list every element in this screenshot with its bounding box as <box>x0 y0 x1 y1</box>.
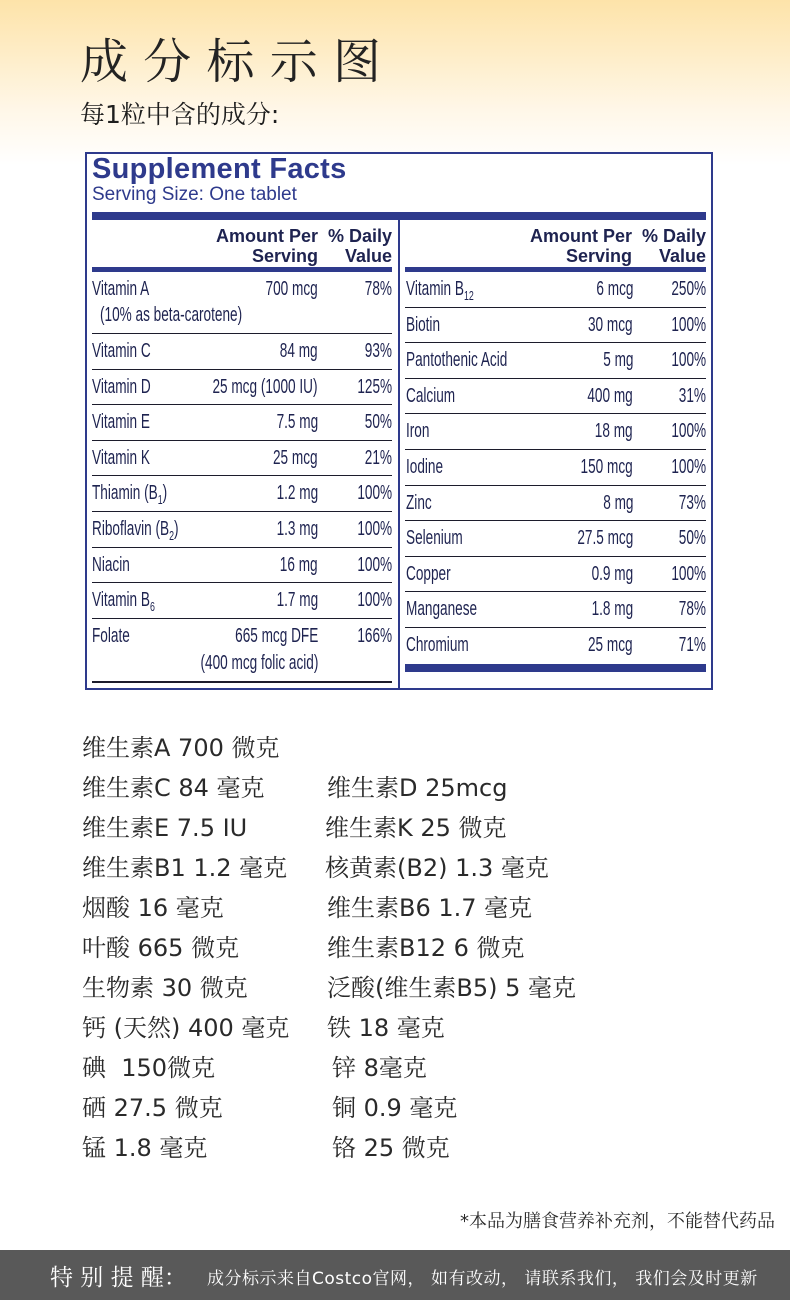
list-item <box>0 813 790 843</box>
nutrient-amount: 8 mg <box>602 491 633 514</box>
ingredient-right: 铁 18 毫克 <box>327 1014 445 1042</box>
reminder-label: 特 别 提 醒： <box>50 1265 187 1291</box>
nutrient-amount: 700 mcg <box>265 278 318 300</box>
right-nutrient-rows <box>405 272 706 664</box>
daily-value: 100% <box>671 455 706 478</box>
ingredient-left: 硒 27.5 微克 <box>82 1094 223 1122</box>
nutrient-name-suffix: ) <box>174 517 179 540</box>
nutrient-row-riboflavin <box>92 512 392 548</box>
nutrient-amount: 25 mcg <box>273 446 318 469</box>
ingredient-left: 烟酸 16 毫克 <box>82 894 224 922</box>
ingredient-left: 维生素C 84 毫克 <box>82 774 265 802</box>
nutrient-amount: 1.3 mg <box>276 517 318 540</box>
nutrient-name <box>92 588 155 614</box>
nutrient-name: Calcium <box>406 384 456 407</box>
ingredient-left: 维生素A 700 微克 <box>82 734 280 762</box>
nutrient-amount: 400 mg <box>587 384 633 407</box>
nutrient-name <box>92 481 167 507</box>
ingredient-right: 锌 8毫克 <box>332 1054 427 1082</box>
daily-value: 100% <box>357 482 392 505</box>
dv-header-line1: % Daily <box>641 226 706 246</box>
ingredient-right: 泛酸(维生素B5) 5 毫克 <box>327 974 576 1002</box>
nutrient-amount: 6 mcg <box>595 278 633 300</box>
nutrient-row-vitamin-d <box>92 370 392 406</box>
nutrient-row-vitamin-b6 <box>92 583 392 619</box>
reminder-text: 成分标示来自Costco官网， 如有改动， 请联系我们， 我们会及时更新 <box>207 1269 758 1289</box>
ingredient-right: 铬 25 微克 <box>332 1134 450 1162</box>
nutrient-name-text: Vitamin B <box>406 278 464 300</box>
nutrient-name: Niacin <box>92 553 130 576</box>
nutrient-amount: 7.5 mg <box>276 411 318 434</box>
dv-header-line1: % Daily <box>327 226 392 246</box>
nutrient-amount: 1.8 mg <box>591 598 633 621</box>
ingredient-left: 维生素E 7.5 IU <box>82 814 248 842</box>
daily-value-header <box>642 226 706 266</box>
supplement-facts-panel <box>85 152 713 690</box>
supplement-facts-title: Supplement Facts <box>92 153 347 185</box>
list-item <box>0 773 790 803</box>
daily-value: 21% <box>364 446 392 469</box>
list-item <box>0 733 790 763</box>
page-title: 成 分 标 示 图 <box>80 34 382 90</box>
nutrient-row-thiamin <box>92 476 392 512</box>
nutrient-name-text: Vitamin B <box>92 589 150 612</box>
daily-value: 50% <box>364 411 392 434</box>
nutrient-name-subscript: 1 <box>157 492 163 508</box>
nutrient-row-vitamin-b12 <box>405 272 706 308</box>
nutrient-name <box>406 277 474 303</box>
nutrient-name: Iron <box>406 420 430 443</box>
nutrient-row-chromium <box>405 628 706 664</box>
list-item <box>0 893 790 923</box>
daily-value: 78% <box>364 278 392 300</box>
nutrient-row-niacin <box>92 548 392 584</box>
list-item <box>0 1013 790 1043</box>
nutrient-amount: 16 mg <box>280 553 318 576</box>
ingredient-left: 锰 1.8 毫克 <box>82 1134 208 1162</box>
nutrient-amount: 27.5 mcg <box>577 527 633 550</box>
nutrient-name-subscript: 6 <box>149 599 155 615</box>
list-item <box>0 1093 790 1123</box>
ingredient-left: 钙 (天然) 400 毫克 <box>82 1014 290 1042</box>
ingredient-right: 铜 0.9 毫克 <box>332 1094 458 1122</box>
nutrient-amount: 25 mcg (1000 IU) <box>212 375 318 398</box>
nutrient-name: Vitamin E <box>92 411 150 434</box>
nutrient-name: Vitamin D <box>92 375 151 398</box>
nutrient-row-iron <box>405 414 706 450</box>
nutrient-row-zinc <box>405 486 706 522</box>
daily-value: 78% <box>678 598 706 621</box>
bottom-reminder-bar <box>0 1250 790 1300</box>
nutrient-amount: 1.7 mg <box>276 589 318 612</box>
ingredient-right: 维生素K 25 微克 <box>325 814 507 842</box>
facts-left-column <box>92 220 392 688</box>
nutrient-name-text: Thiamin (B <box>92 482 158 505</box>
nutrient-row-vitamin-a <box>92 272 392 334</box>
daily-value: 100% <box>671 562 706 585</box>
list-item <box>0 1133 790 1163</box>
nutrient-row-manganese <box>405 592 706 628</box>
daily-value: 100% <box>357 517 392 540</box>
nutrient-amount: 5 mg <box>602 349 633 372</box>
nutrient-name: Chromium <box>406 633 469 656</box>
nutrient-name-subscript: 12 <box>463 288 474 303</box>
nutrient-amount: 1.2 mg <box>276 482 318 505</box>
serving-size: Serving Size: One tablet <box>92 184 297 205</box>
nutrient-row-folate <box>92 619 392 683</box>
column-divider <box>398 220 400 688</box>
ingredient-right: 核黄素(B2) 1.3 毫克 <box>325 854 549 882</box>
chinese-ingredient-list <box>0 733 790 1173</box>
list-item <box>0 853 790 883</box>
dv-header-line2: Value <box>658 246 706 266</box>
daily-value: 31% <box>678 384 706 407</box>
nutrient-name: Vitamin C <box>92 340 151 362</box>
nutrient-amount: 150 mcg <box>580 455 633 478</box>
nutrient-note: (10% as beta-carotene) <box>100 304 243 326</box>
daily-value: 50% <box>678 527 706 550</box>
nutrient-row-vitamin-c <box>92 334 392 370</box>
nutrient-name: Vitamin A <box>92 278 150 300</box>
ingredient-left: 碘 150微克 <box>82 1054 216 1082</box>
facts-right-column <box>405 220 706 688</box>
ingredient-right: 维生素B6 1.7 毫克 <box>327 894 533 922</box>
nutrient-row-vitamin-e <box>92 405 392 441</box>
amount-header-line2: Serving <box>565 246 632 266</box>
nutrient-name <box>92 517 179 543</box>
nutrient-name-suffix: ) <box>162 482 168 505</box>
nutrient-row-calcium <box>405 379 706 415</box>
nutrient-name: Folate <box>92 624 130 647</box>
nutrient-amount: 84 mg <box>280 340 318 362</box>
amount-per-serving-header <box>530 226 632 266</box>
page-subtitle: 每1粒中含的成分: <box>80 100 280 129</box>
list-item <box>0 1053 790 1083</box>
daily-value: 100% <box>671 313 706 336</box>
left-nutrient-rows <box>92 272 392 683</box>
nutrient-row-selenium <box>405 521 706 557</box>
nutrient-amount: 665 mcg DFE <box>234 624 318 647</box>
ingredient-right: 维生素B12 6 微克 <box>327 934 525 962</box>
nutrient-name: Copper <box>406 562 451 585</box>
nutrient-name: Selenium <box>406 527 463 550</box>
nutrient-name: Zinc <box>406 491 432 514</box>
nutrient-name-subscript: 2 <box>169 527 175 543</box>
daily-value: 100% <box>671 349 706 372</box>
nutrient-row-pantothenic-acid <box>405 343 706 379</box>
amount-per-serving-header <box>216 226 318 266</box>
footnote: *本品为膳食营养补充剂，不能替代药品 <box>460 1211 775 1232</box>
daily-value: 100% <box>357 589 392 612</box>
nutrient-amount: 0.9 mg <box>591 562 633 585</box>
ingredient-left: 叶酸 665 微克 <box>82 934 240 962</box>
nutrient-amount-note: (400 mcg folic acid) <box>200 651 318 674</box>
nutrient-row-copper <box>405 557 706 593</box>
thick-divider-bar <box>92 212 706 220</box>
daily-value: 71% <box>678 633 706 656</box>
nutrient-name: Pantothenic Acid <box>406 349 508 372</box>
nutrient-name: Vitamin K <box>92 446 150 469</box>
daily-value: 100% <box>671 420 706 443</box>
nutrient-row-vitamin-k <box>92 441 392 477</box>
amount-header-line1: Amount Per <box>215 226 318 246</box>
nutrient-amount: 30 mcg <box>588 313 633 336</box>
daily-value-header <box>328 226 392 266</box>
ingredient-left: 维生素B1 1.2 毫克 <box>82 854 288 882</box>
dv-header-line2: Value <box>344 246 392 266</box>
daily-value: 100% <box>357 553 392 576</box>
list-item <box>0 933 790 963</box>
daily-value: 125% <box>357 375 392 398</box>
nutrient-name: Manganese <box>406 598 478 621</box>
nutrient-amount: 18 mg <box>595 420 633 443</box>
nutrient-name-text: Riboflavin (B <box>92 517 170 540</box>
nutrient-name: Iodine <box>406 455 444 478</box>
bottom-thick-bar <box>405 664 706 672</box>
nutrient-name: Biotin <box>406 313 441 336</box>
daily-value: 73% <box>678 491 706 514</box>
amount-header-line2: Serving <box>251 246 318 266</box>
nutrient-row-iodine <box>405 450 706 486</box>
nutrient-row-biotin <box>405 308 706 344</box>
ingredient-right: 维生素D 25mcg <box>327 774 508 802</box>
daily-value: 250% <box>671 278 706 300</box>
ingredient-left: 生物素 30 微克 <box>82 974 248 1002</box>
daily-value: 166% <box>357 624 392 647</box>
list-item <box>0 973 790 1003</box>
amount-header-line1: Amount Per <box>529 226 632 246</box>
daily-value: 93% <box>364 340 392 362</box>
nutrient-amount: 25 mcg <box>588 633 633 656</box>
